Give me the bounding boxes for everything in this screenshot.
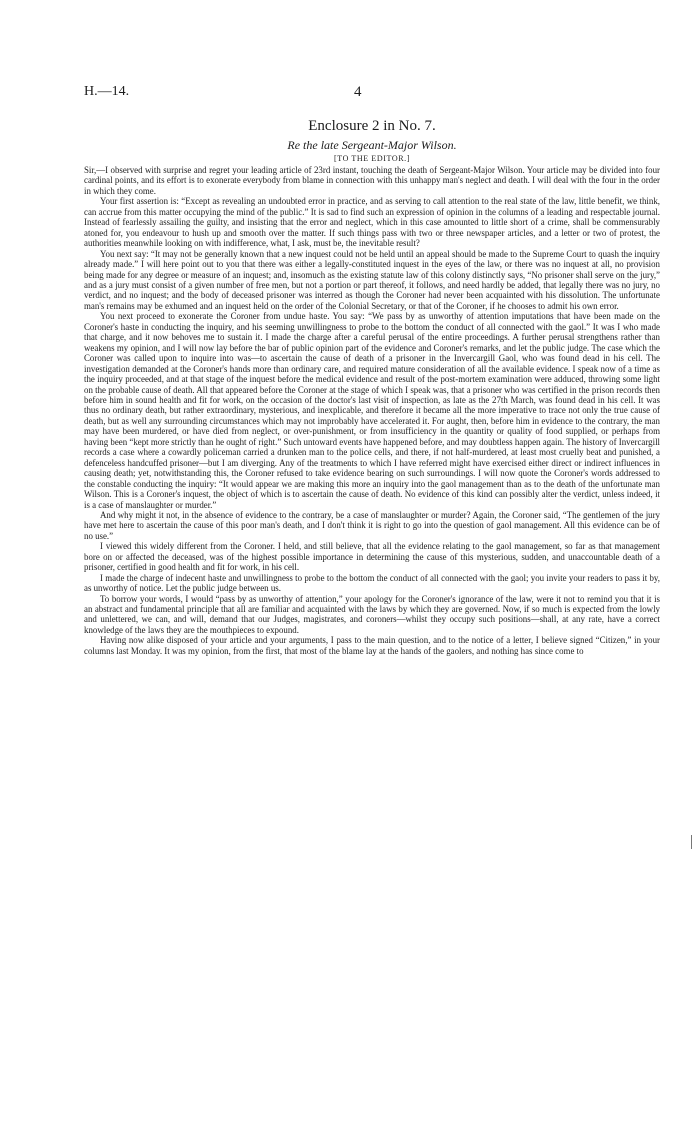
paragraph: To borrow your words, I would “pass by as unworthy of attention,” your apology for the Coroner's ignorance of the law, were it not to remind you that it is an abstract and fundamental principle that all are familiar and acquainted with the laws by which they are governed. Now, if so much is expected from the lowly and unlettered, we can, and will, demand that our Judges, magistrates, and coroners—whilst they occupy such positions—shall, at any rate, have a correct knowledge of the laws they are the mouthpieces to expound. — [84, 593, 660, 635]
paragraph: You next say: “It may not be generally known that a new inquest could not be held until an appeal should be made to the Supreme Court to quash the inquiry already made.” I will here point out to you that there was either a legally-constituted inquest in the eyes of the law, or there was no inquest at all, no provision being made for any degree or measure of an inquest; and, insomuch as the existing statute law of this colony distinctly says, “No prisoner shall serve on the jury,” and as a jury must consist of a given number of free men, but not a portion or part thereof, it follows, and need hardly be added, that legally there was no jury, no verdict, and no inquest; and the body of deceased prisoner was interred as though the Coroner had never been acquainted with his dissolution. The unfortunate man's remains may be exhumed and an inquest held on the order of the Colonial Secretary, or that of the Coroner, if he chooses to admit his own error. — [84, 248, 660, 311]
margin-mark — [691, 835, 692, 849]
document-reference: H.—14. — [84, 84, 130, 99]
letter-addressee: [TO THE EDITOR.] — [333, 154, 411, 163]
paragraph: You next proceed to exonerate the Coroner from undue haste. You say: “We pass by as unworthy of attention imputations that have been made on the Coroner's haste in conducting the inquiry, and his seeming unwillingness to probe to the bottom the conduct of all connected with the gaol.” It was I who made that charge, and it now behoves me to sustain it. I made the charge after a careful perusal of the entire proceedings. A further perusal strengthens rather than weakens my opinion, and I will now lay before the bar of public opinion part of the evidence and Coroner's remarks, and let the public judge. The case which the Coroner was called upon to inquire into was—to ascertain the cause of death of a prisoner in the Invercargill Gaol, who was found dead in his cell. The investigation demanded at the Coroner's hands more than ordinary care, and required mature consideration of all the available evidence. I speak now of a time as the inquiry proceeded, and at that stage of the inquest before the medical evidence and result of the post-mortem examination were adduced, throwing some light on the probable cause of death. All that appeared before the Coroner at the stage of which I speak was, that a prisoner who was certified in the prison records then before him in sound health and fit for work, on the occasion of the doctor's last visit of inspection, as late as the 27th March, was found dead in his cell. It was thus no ordinary death, but rather extraordinary, mysterious, and inexplicable, and therefore it became all the more imperative to trace not only the true cause of death, but as well any surrounding circumstances which may not improbably have accelerated it. For aught, then, before him in evidence to the contrary, the man may have been murdered, or have died from neglect, or over-punishment, or from insufficiency in the quantity or quality of food supplied, or perhaps from having been “kept more strictly than he ought of right.” Such untoward events have happened before, and may doubtless happen again. The history of Invercargill records a case where a cowardly policeman carried a drunken man to the police cells, and there, if not half-murdered, at least most cruelly beat and punished, a defenceless handcuffed prisoner—but I am diverging. Any of the treatments to which I have referred might have exercised either direct or indirect influences in causing death; yet, notwithstanding this, the Coroner refused to take evidence bearing on such surroundings. I will now quote the Coroner's words addressed to the constable conducting the inquiry: “It would appear we are making this more an inquiry into the gaol management than as to the death of the unfortunate man Wilson. This is a Coroner's inquest, the object of which is to ascertain the cause of death. No evidence of this kind can possibly alter the verdict, unless indeed, it is a case of manslaughter or murder.” — [84, 311, 660, 510]
paragraph: Your first assertion is: “Except as revealing an undoubted error in practice, and as serving to call attention to the real state of the law, little benefit, we think, can accrue from this matter occupying the mind of the public.” It is sad to find such an expression of opinion in the columns of a leading and respectable journal. Instead of fearlessly assailing the guilty, and insisting that the error and neglect, which in this case amounted to little short of a crime, shall be commensurably atoned for, you endeavour to hush up and smooth over the matter. If such things pass with two or three newspaper articles, and a letter or two of protest, the authorities meanwhile looking on with indifference, what, I ask, must be, the inevitable result? — [84, 196, 660, 249]
letter-subject: Re the late Sergeant-Major Wilson. — [287, 138, 457, 152]
paragraph: Sir,—I observed with surprise and regret your leading article of 23rd instant, touching the death of Sergeant-Major Wilson. Your article may be divided into four cardinal points, and its effort is to exonerate everybody from blame in connection with this unhappy man's neglect and death. I will deal with the four in the order in which they come. — [84, 165, 660, 196]
paragraph: I made the charge of indecent haste and unwillingness to probe to the bottom the conduct of all connected with the gaol; you invite your readers to pass it by, as unworthy of notice. Let the public judge between us. — [84, 572, 660, 594]
paragraph: And why might it not, in the absence of evidence to the contrary, be a case of manslaughter or murder? Again, the Coroner said, “The gentlemen of the jury have met here to ascertain the cause of this poor man's death, and I don't think it is right to go into the question of gaol management. All this evidence can be of no use.” — [84, 509, 660, 541]
document-page — [84, 84, 660, 656]
running-head — [84, 84, 660, 104]
paragraph: I viewed this widely different from the Coroner. I held, and still believe, that all the evidence relating to the gaol management, so far as that management bore on or affected the deceased, was of the highest possible importance in determining the cause of this mysterious, sudden, and unaccountable death of a prisoner, certified in good health and fit for work, in his cell. — [84, 541, 660, 573]
paragraph: Having now alike disposed of your article and your arguments, I pass to the main question, and to the notice of a letter, I believe signed “Citizen,” in your columns last Monday. It was my opinion, from the first, that most of the blame lay at the hands of the gaolers, and nothing has since come to — [84, 635, 660, 656]
letter-body — [84, 165, 660, 656]
enclosure-title: Enclosure 2 in No. 7. — [308, 118, 436, 134]
page-number: 4 — [354, 84, 362, 100]
